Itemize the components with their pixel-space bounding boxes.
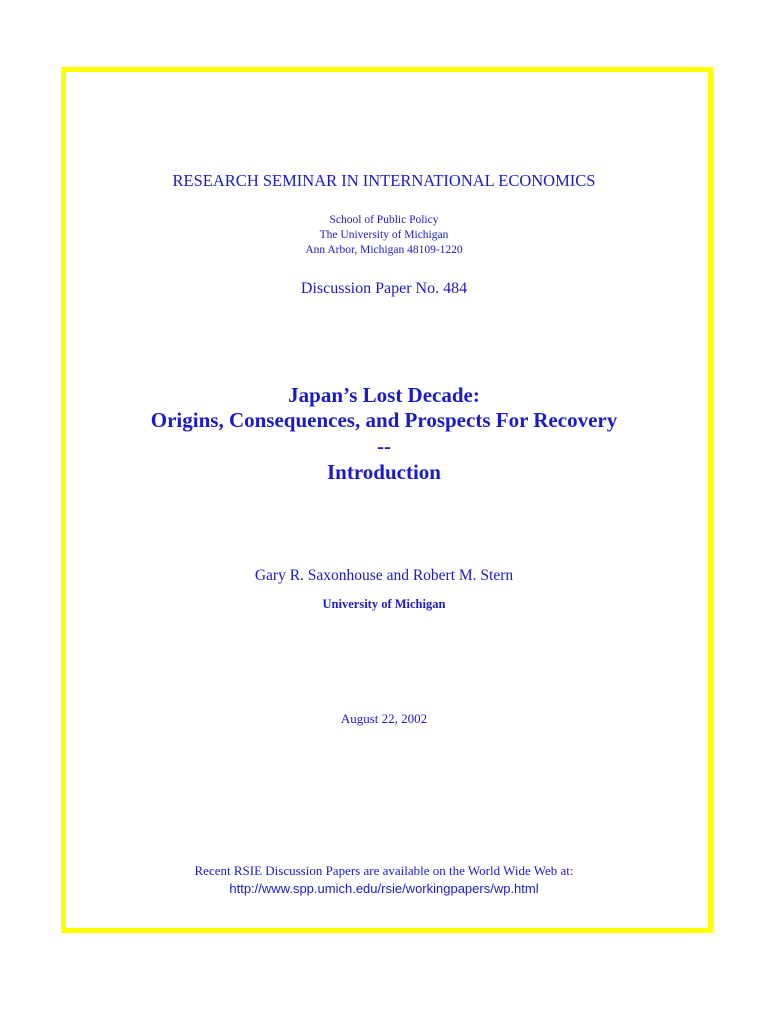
title-separator: -- [377, 434, 391, 458]
cover-border-frame [61, 67, 713, 933]
authors: Gary R. Saxonhouse and Robert M. Stern [254, 567, 514, 584]
affiliation: University of Michigan [322, 597, 446, 611]
availability-note: Recent RSIE Discussion Papers are available on the World Wide Web at: [194, 863, 574, 878]
title-line-subtitle: Introduction [327, 460, 441, 484]
seminar-heading: RESEARCH SEMINAR IN INTERNATIONAL ECONOMICS [172, 171, 596, 190]
discussion-paper-number: Discussion Paper No. 484 [300, 280, 468, 297]
publication-date: August 22, 2002 [340, 711, 428, 726]
working-papers-url: http://www.spp.umich.edu/rsie/workingpapers/wp.html [229, 881, 539, 896]
address-line-school: School of Public Policy [329, 214, 439, 226]
address-line-university: The University of Michigan [319, 229, 449, 241]
title-line-2: Origins, Consequences, and Prospects For Recovery [150, 408, 618, 432]
title-line-1: Japan’s Lost Decade: [288, 383, 480, 407]
address-line-city: Ann Arbor, Michigan 48109-1220 [305, 244, 463, 256]
